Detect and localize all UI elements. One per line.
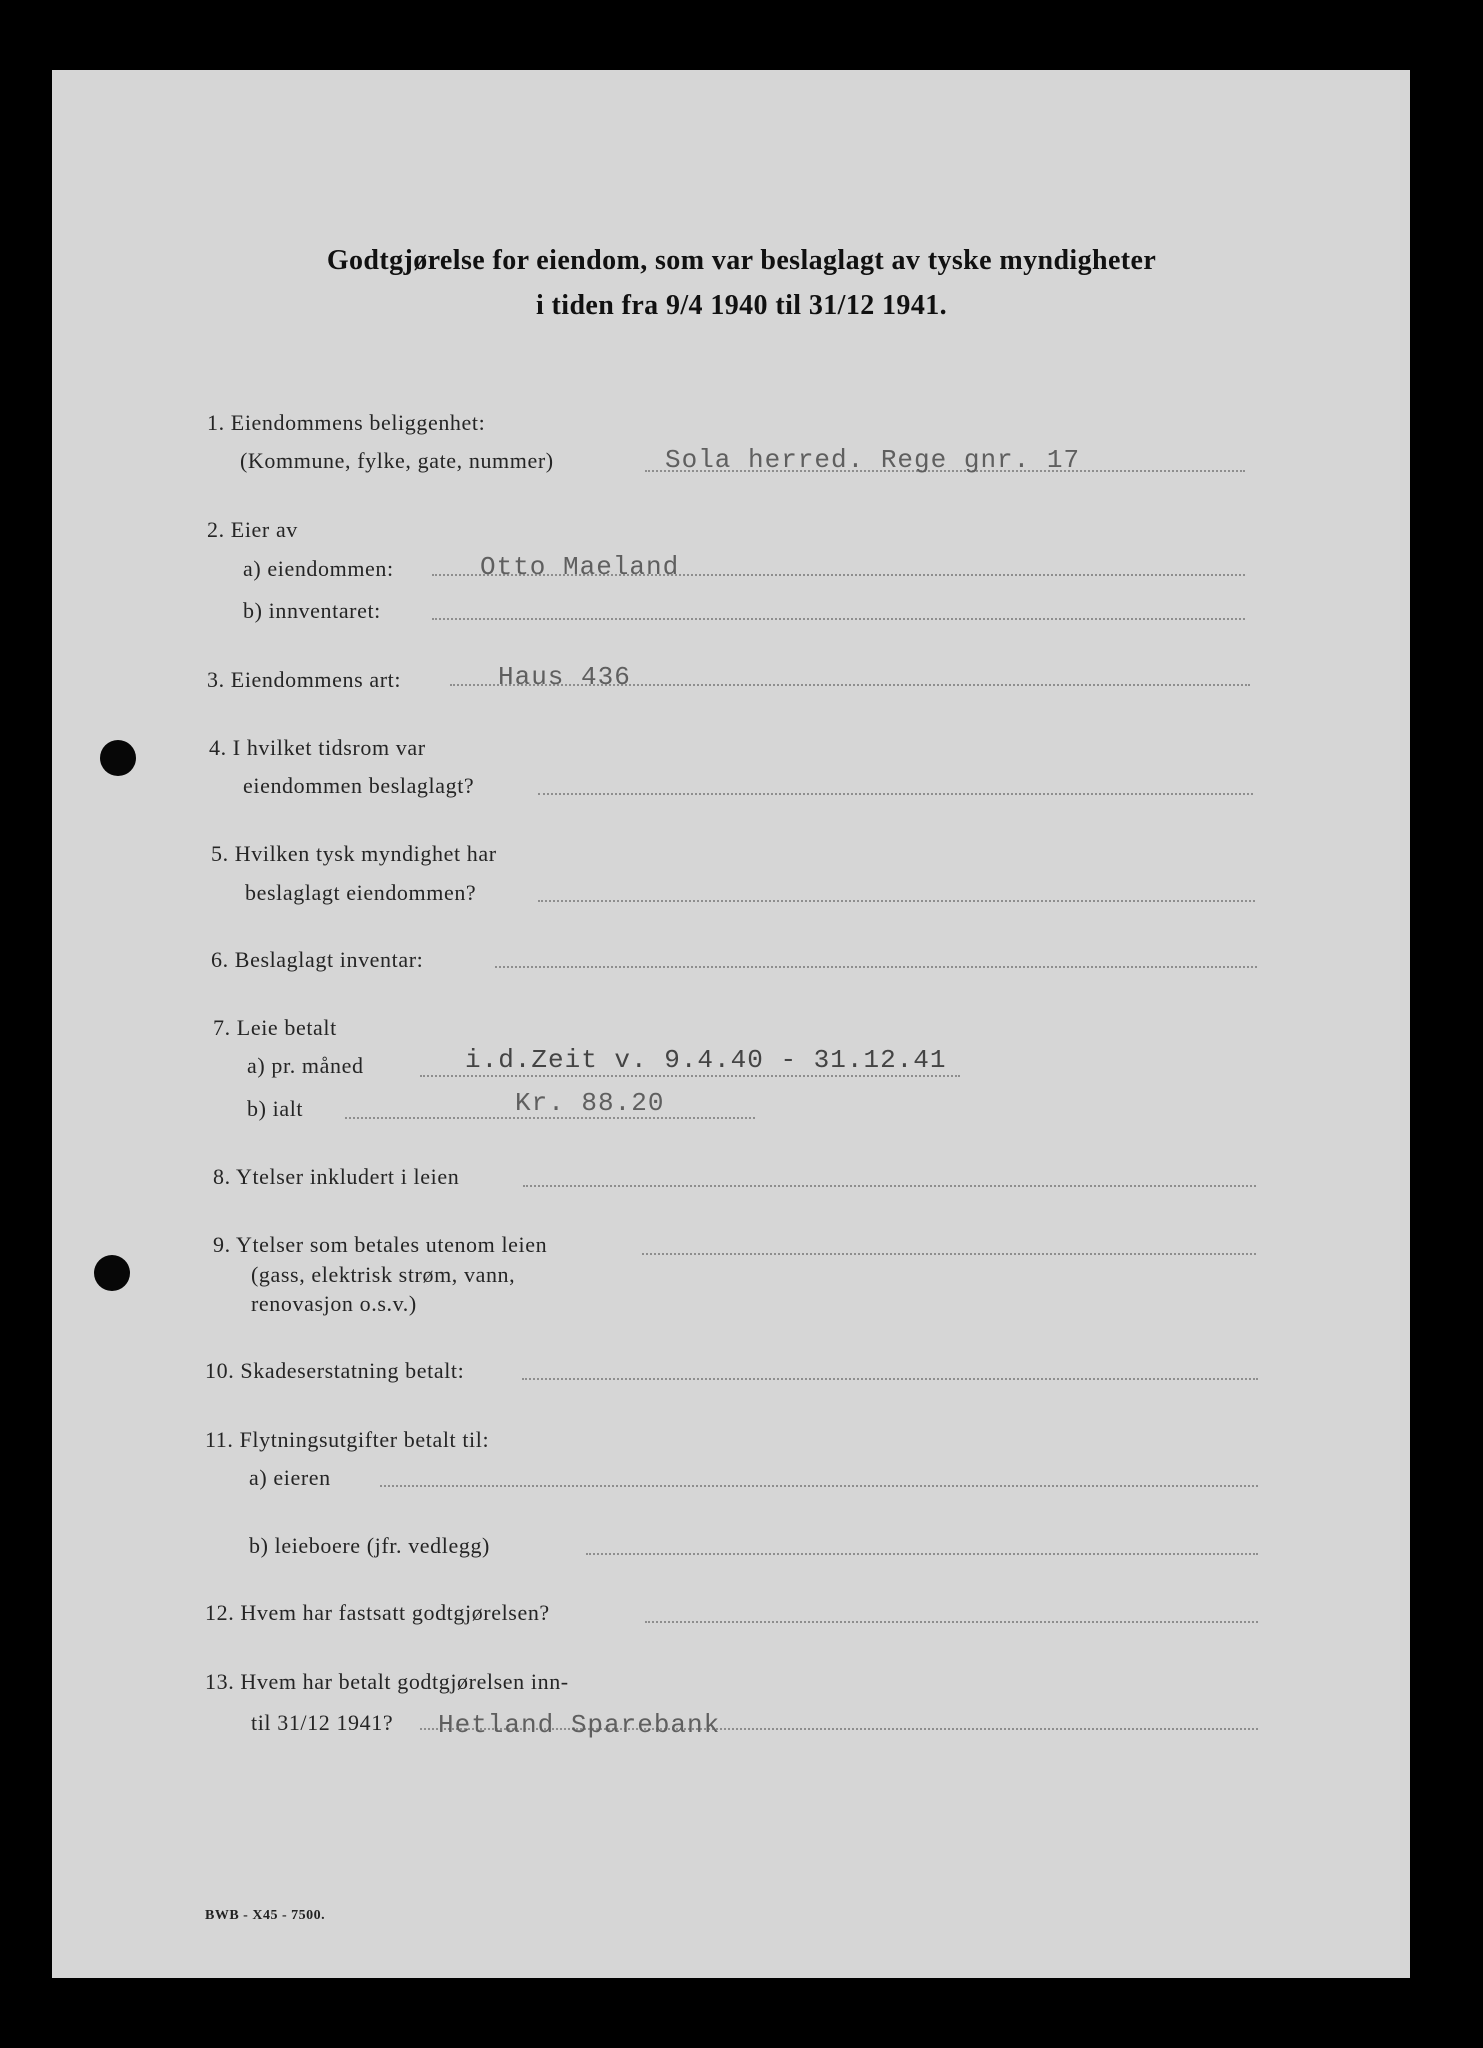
q11a-label: a) eieren [249, 1465, 331, 1490]
q12-answer-line [645, 1621, 1258, 1623]
q10-answer-line [522, 1378, 1258, 1380]
q1-sublabel: (Kommune, fylke, gate, nummer) [240, 448, 554, 473]
q11-label: 11. Flytningsutgifter betalt til: [205, 1427, 490, 1452]
q9-sublabel-1: (gass, elektrisk strøm, vann, [251, 1262, 516, 1287]
q13-sublabel: til 31/12 1941? [251, 1710, 394, 1735]
q2a-answer: Otto Maeland [480, 552, 680, 582]
q6-label: 6. Beslaglagt inventar: [211, 947, 424, 972]
q2b-label: b) innventaret: [243, 598, 381, 623]
q3-label: 3. Eiendommens art: [207, 667, 402, 692]
punch-hole [94, 1255, 130, 1291]
q7b-label: b) ialt [247, 1096, 304, 1121]
q11b-answer-line [586, 1553, 1258, 1555]
q5-answer-line [538, 900, 1255, 902]
q3-answer: Haus 436 [498, 662, 631, 692]
q1-label: 1. Eiendommens beliggenhet: [207, 410, 486, 435]
q9-answer-line [642, 1253, 1256, 1255]
q5-label: 5. Hvilken tysk myndighet har [211, 841, 497, 866]
print-code: BWB - X45 - 7500. [205, 1908, 326, 1923]
q8-answer-line [523, 1185, 1256, 1187]
q7a-answer-line [420, 1075, 960, 1077]
q9-sublabel-2: renovasjon o.s.v.) [251, 1291, 417, 1316]
q4-answer-line [538, 793, 1253, 795]
q8-label: 8. Ytelser inkludert i leien [213, 1164, 460, 1189]
q2-label: 2. Eier av [207, 517, 298, 542]
q4-label: 4. I hvilket tidsrom var [209, 735, 426, 760]
q10-label: 10. Skadeserstatning betalt: [205, 1358, 465, 1383]
punch-hole [100, 740, 136, 776]
form-title-line2: i tiden fra 9/4 1940 til 31/12 1941. [535, 290, 948, 321]
q9-label: 9. Ytelser som betales utenom leien [213, 1232, 548, 1257]
q7a-answer: i.d.Zeit v. 9.4.40 - 31.12.41 [465, 1045, 947, 1075]
q1-answer: Sola herred. Rege gnr. 17 [665, 445, 1081, 475]
q2a-label: a) eiendommen: [243, 556, 394, 581]
q11b-label: b) leieboere (jfr. vedlegg) [249, 1533, 490, 1558]
q7-label: 7. Leie betalt [213, 1015, 337, 1040]
q4-sublabel: eiendommen beslaglagt? [243, 773, 475, 798]
q11a-answer-line [380, 1485, 1258, 1487]
q5-sublabel: beslaglagt eiendommen? [245, 880, 477, 905]
form-title-line1: Godtgjørelse for eiendom, som var beslaglagt av tyske myndigheter [326, 245, 1157, 276]
q12-label: 12. Hvem har fastsatt godtgjørelsen? [205, 1600, 550, 1625]
q13-label: 13. Hvem har betalt godtgjørelsen inn- [205, 1669, 569, 1694]
q2b-answer-line [432, 618, 1245, 620]
q13-answer: Hetland Sparebank [438, 1710, 721, 1740]
q6-answer-line [495, 966, 1257, 968]
q7a-label: a) pr. måned [247, 1053, 364, 1078]
q7b-answer: Kr. 88.20 [515, 1088, 665, 1118]
